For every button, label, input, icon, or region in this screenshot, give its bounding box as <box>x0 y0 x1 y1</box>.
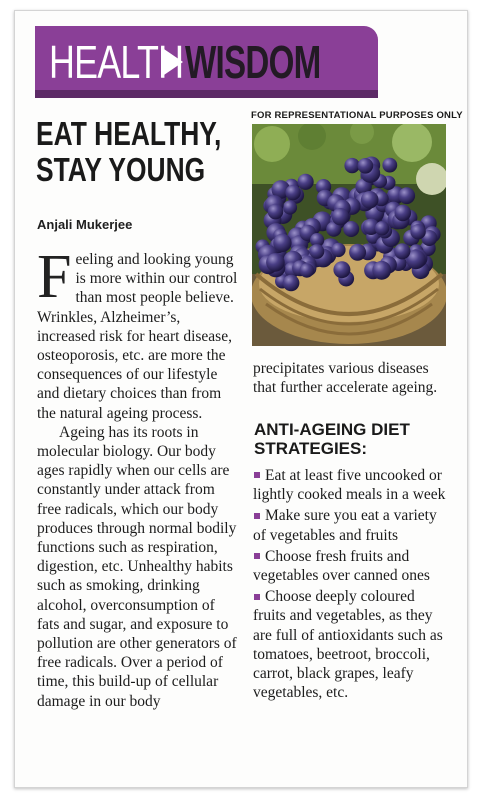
health-wisdom-banner <box>35 26 378 98</box>
paragraph-3: precipitates various diseases that further accelerate ageing. <box>253 360 438 397</box>
list-item: Choose deeply coloured fruits and vegetables, as they are full of antioxidants such as tomatoes, beetroot, broccoli, carrot, black grapes, leafy vegetables, etc. <box>253 588 443 702</box>
article-headline <box>36 115 222 188</box>
bullet-square-icon <box>254 553 260 559</box>
bullet-square-icon <box>254 472 260 478</box>
list-item: Choose fresh fruits and vegetables over canned ones <box>253 547 430 585</box>
paragraph-1-text: eeling and looking young is more within our control than most people believe. Wrinkles, Alzheimer’s, increased risk for heart disease, osteoporosis, etc. are more the consequences of our lifestyle and dietary choices than from the natural ageing process. <box>37 251 238 422</box>
subhead-line-1: ANTI-AGEING DIET <box>254 420 410 439</box>
grapes-photo <box>252 124 446 346</box>
author-byline: Anjali Mukerjee <box>37 217 133 232</box>
list-item: Make sure you eat a variety of vegetables and fruits <box>253 507 437 544</box>
headline-line-2: STAY YOUNG <box>36 151 206 188</box>
grapes-basket-image <box>252 124 446 346</box>
photo-disclaimer: FOR REPRESENTATIONAL PURPOSES ONLY <box>251 110 463 121</box>
paragraph-2: Ageing has its roots in molecular biology. Our body ages rapidly when our cells are constantly under attack from free radicals, which our body produces through normal bodily functions such as respiration, digestion, etc. Unhealthy habits such as smoking, drinking alcohol, overconsumption of fats and sugar, and exposure to pollution are other generators of free radicals. Over a period of time, this build-up of cellular damage in our body <box>37 423 237 710</box>
banner-word-health: HEALTH <box>49 36 184 88</box>
strategies-subhead <box>254 420 450 458</box>
banner-word-wisdom: WISDOM <box>185 36 321 88</box>
list-item: Eat at least five uncooked or lightly cooked meals in a week <box>253 467 446 504</box>
bullet-square-icon <box>254 513 260 519</box>
subhead-line-2: STRATEGIES: <box>254 439 368 458</box>
strategy-list <box>253 466 449 704</box>
right-column <box>253 359 449 397</box>
banner-shadow <box>35 90 378 98</box>
bullet-square-icon <box>254 594 260 600</box>
paragraph-1 <box>37 243 241 423</box>
drop-cap: F <box>37 243 72 311</box>
left-column <box>37 243 241 711</box>
headline-line-1: EAT HEALTHY, <box>36 115 222 152</box>
